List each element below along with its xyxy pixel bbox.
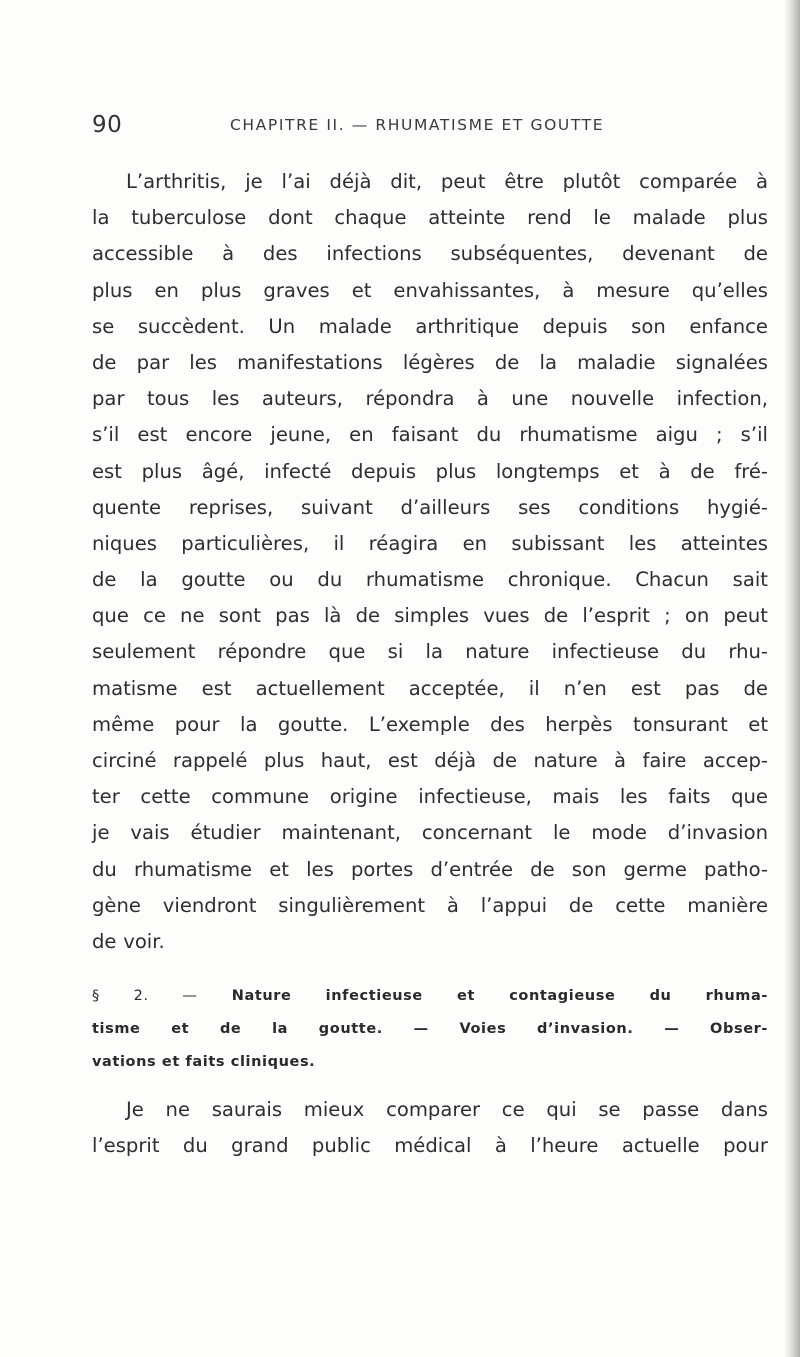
section-number: § 2. — [92,988,198,1004]
page-edge-shadow [784,0,800,1357]
text-line: Je ne saurais mieux comparer ce qui se passe dans [126,1098,768,1121]
text-line: se succèdent. Un malade arthritique depuis son enfance [92,314,768,338]
text-line: matisme est actuellement acceptée, il n’en est pas de [92,676,768,700]
text-line: la tuberculose dont chaque atteinte rend le malade plus [92,206,768,230]
section-heading-line: vations et faits cliniques. [92,1054,316,1070]
text-line: l’esprit du grand public médical à l’heure actuelle pour [92,1134,768,1158]
text-line: L’arthritis, je l’ai déjà dit, peut être plutôt comparée à [126,170,768,193]
section-heading [92,980,768,1079]
text-line: seulement répondre que si la nature infectieuse du rhu- [92,640,768,664]
running-title: CHAPITRE II. — RHUMATISME ET GOUTTE [230,116,605,134]
text-line: est plus âgé, infecté depuis plus longtemps et à de fré- [92,459,768,483]
text-line: s’il est encore jeune, en faisant du rhumatisme aigu ; s’il [92,423,768,447]
text-line: je vais étudier maintenant, concernant le mode d’invasion [92,821,768,845]
text-line: plus en plus graves et envahissantes, à mesure qu’elles [92,278,768,302]
text-line: circiné rappelé plus haut, est déjà de nature à faire accep- [92,749,768,772]
page-number: 90 [92,112,123,138]
section-heading-line [92,980,768,1013]
text-line: de par les manifestations légères de la maladie signalées [92,350,768,374]
text-line: même pour la goutte. L’exemple des herpès tonsurant et [92,712,768,736]
text-line: que ce ne sont pas là de simples vues de l’esprit ; on peut [92,604,768,628]
text-line: ter cette commune origine infectieuse, mais les faits que [92,785,768,809]
text-line: accessible à des infections subséquentes, devenant de [92,242,768,266]
text-line: par tous les auteurs, répondra à une nouvelle infection, [92,387,768,411]
section-title-part: Nature infectieuse et contagieuse du rhuma- [231,988,768,1004]
text-line: du rhumatisme et les portes d’entrée de son germe patho- [92,857,768,881]
text-line: de voir. [92,929,165,953]
paragraph-2 [92,1092,768,1164]
text-line: quente reprises, suivant d’ailleurs ses conditions hygié- [92,495,768,519]
text-line: gène viendront singulièrement à l’appui de cette manière [92,893,768,917]
section-heading-line: tisme et de la goutte. — Voies d’invasion. — Obser- [92,1021,768,1037]
text-line: de la goutte ou du rhumatisme chronique. Chacun sait [92,568,768,592]
text-line: niques particulières, il réagira en subissant les atteintes [92,531,768,555]
page-header [92,112,722,142]
paragraph-1 [92,164,768,960]
